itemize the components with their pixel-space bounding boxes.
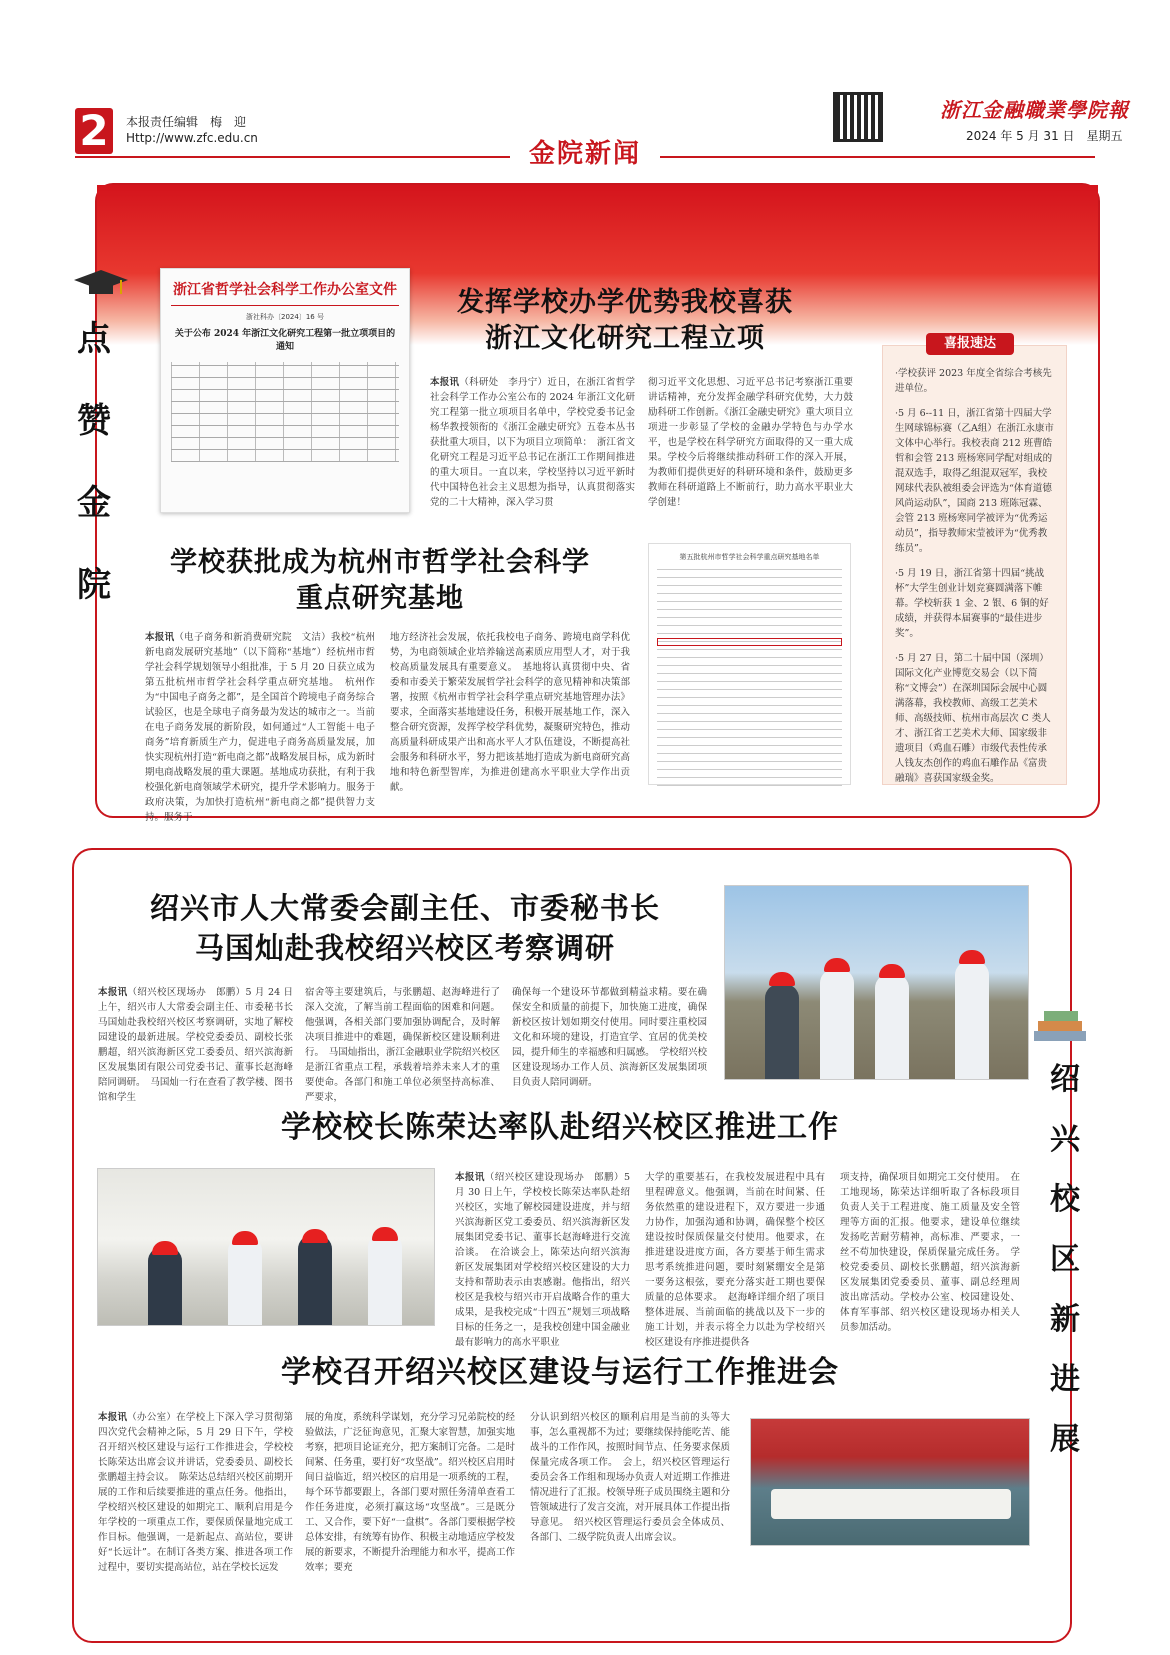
document-number: 浙社科办〔2024〕16 号: [246, 313, 324, 321]
article3-headline: [105, 888, 705, 968]
author: （办公室）: [127, 1412, 177, 1423]
person-figure: [765, 984, 799, 1079]
person-figure: [148, 1247, 182, 1325]
page-number: 2: [75, 108, 113, 154]
headline-line: 学校获批成为杭州市哲学社会科学: [170, 547, 590, 578]
helmet-icon: [232, 1231, 258, 1245]
site-visit-photo: [724, 885, 1029, 1080]
vertical-char: 点: [77, 319, 111, 359]
document-title: 关于公布 2024 年浙江文化研究工程第一批立项项目的通知: [174, 329, 396, 352]
list-table: [657, 568, 842, 786]
headline-line: 学校召开绍兴校区建设与运行工作推进会: [281, 1355, 839, 1390]
meeting-photo: [750, 1418, 1030, 1546]
qr-code-icon: [833, 92, 883, 142]
editor-credit: 本报责任编辑 梅 迎: [126, 115, 247, 129]
helmet-icon: [372, 1227, 398, 1241]
article4-col2: 大学的重要基石，在我校发展进程中具有里程碑意义。他强调，当前在时间紧、任务依然重的建设进程下，双方要进一步通力协作，加强沟通和协调，确保整个校区建设按时保质保量交付使用。他要求，在推进建设进度方面，各方要基于师生需求思考系统推进问题，要时刻紧绷安全是第一要务这根弦，要充分落实赶工期也要保质量的总体要求。 赵海峰详细介绍了项目整体进展、当前面临的挑战以及下一步的施工计划，并表示将全力以赴为学校绍兴校区建设有序推进提供各: [645, 1172, 825, 1348]
graduation-cap-icon: [74, 270, 128, 300]
headline-line: 马国灿赴我校绍兴校区考察调研: [194, 931, 615, 965]
headline-line: 重点研究基地: [296, 583, 464, 614]
headline-line: 发挥学校办学优势我校喜获: [457, 287, 793, 318]
news-box: [882, 345, 1067, 785]
paper-name-logo: 浙江金融職業學院報: [940, 98, 1129, 122]
article1-col2: 彻习近平文化思想、习近平总书记考察浙江重要讲话精神，充分发挥金融学科研究优势，大力鼓励科研工作创新。《浙江金融史研究》重大项目立项进一步彰显了学校的金融办学特色与办学水平，也是学校在科学研究方面取得的又一重大成果。学校今后将继续推动科研工作的深入开展，为教师们提供更好的科研环境和条件，鼓励更多教师在科研道路上不断前行，助力高水平职业大学创建！: [648, 377, 853, 508]
article1-headline: [430, 285, 820, 357]
article3-col3: 确保每一个建设环节都做到精益求精。要在确保安全和质量的前提下，加快施工进度，确保新校区按计划如期交付使用。同时要注重校园文化和环境的建设，打造宜学、宜居的优美校园，提升师生的幸福感和归属感。 学校绍兴校区建设现场办工作人员、滨海新区发展集团项目负责人陪同调研。: [512, 987, 707, 1088]
helmet-icon: [152, 1241, 178, 1255]
article5-col2: 展的角度，系统科学谋划，充分学习兄弟院校的经验做法，广泛征询意见，汇聚大家智慧，加强实地考察，把项目论证充分，把方案制订完备。二是时间紧、任务重，要打好“攻坚战”。绍兴校区启用时间日益临近，绍兴校区的启用是一项系统的工程，每个环节都要跟上，各部门要对照任务清单查看工作任务进度，必须打赢这场“攻坚战”。三是既分工、又合作，要下好“一盘棋”。各部门要根据学校总体安排，有统筹有协作、积极主动地适应学校发展的新要求，不断提升治理能力和水平，提高工作效率；要充: [305, 1412, 515, 1573]
author: （科研处 李丹宁）: [459, 377, 548, 388]
article-text: 5 月 24 日上午，绍兴市人大常委会副主任、市委秘书长马国灿赴我校绍兴校区考察调研，实地了解校园建设的最新进展。学校党委委员、副校长张鹏超，绍兴滨海新区党工委委员、绍兴滨海新区发展集团有限公司党委书记、董事长赵海峰陪同调研。 马国灿一行在查看了教学楼、图书馆和学生: [98, 987, 293, 1103]
list-title: 第五批杭州市哲学社会科学重点研究基地名单: [679, 553, 820, 561]
construction-photo: [97, 1168, 435, 1326]
article4-col3: 项支持，确保项目如期完工交付使用。 在工地现场，陈荣达详细听取了各标段项目负责人关于工程进度、施工质量及安全管理等方面的汇报。他要求，建设单位继续发扬吃苦耐劳精神，高标准、严要求，一丝不苟加快建设，保质保量完成任务。 学校党委委员、副校长张鹏超，绍兴滨海新区发展集团党委委员、董事、副总经理周波出席活动。学校办公室、校园建设处、体育军事部、绍兴校区建设现场办相关人员参加活动。: [840, 1172, 1020, 1333]
person-figure: [875, 974, 909, 1079]
helmet-icon: [769, 972, 795, 986]
section-title: 金院新闻: [510, 136, 660, 172]
byline: 本报讯: [98, 1412, 128, 1423]
helmet-icon: [879, 964, 905, 978]
vertical-title-praise: [72, 298, 116, 626]
base-list-image: [648, 543, 851, 785]
helmet-icon: [302, 1229, 328, 1243]
news-tag: 喜报速达: [926, 333, 1014, 355]
person-figure: [820, 969, 854, 1079]
person-figure: [955, 961, 989, 1079]
article5-col1: [98, 1410, 293, 1620]
vertical-char: 金: [77, 483, 111, 523]
news-item: ·5 月 27 日，第二十届中国（深圳）国际文化产业博览交易会（以下简称“文博会”）在深圳国际会展中心圆满落幕，我校教师、高级工艺美术师、高级技师、杭州市高层次 C 类人才、浙江省工艺美术大师、国家级非遗项目（鸡血石雕）市级代表性传承人钱友杰创作的鸡血石雕作品《富贵融瑞》喜获国家级金奖。: [895, 653, 1051, 784]
article3-col1: [98, 985, 293, 1103]
document-header: 浙江省哲学社会科学工作办公室文件: [173, 282, 397, 298]
byline: 本报讯: [430, 377, 460, 388]
vertical-char: 新: [1050, 1302, 1080, 1337]
document-image: [160, 268, 410, 513]
helmet-icon: [959, 950, 985, 964]
author: （电子商务和新消费研究院 文洁）: [174, 632, 331, 643]
person-figure: [228, 1237, 262, 1325]
article3-col2: 宿舍等主要建筑后，与张鹏超、赵海峰进行了深入交流，了解当前工程面临的困难和问题。他强调，各相关部门要加强协调配合，及时解决项目推进中的难题，确保新校区建设顺利进行。 马国灿指出，浙江金融职业学院绍兴校区是浙江省重点工程，承载着培养未来人才的重要使命。各部门和施工单位必须坚持高标准、严要求，: [305, 987, 500, 1103]
vertical-char: 展: [1050, 1422, 1080, 1457]
article5-headline: [180, 1355, 940, 1391]
document-table: [171, 362, 399, 462]
vertical-char: 校: [1050, 1182, 1080, 1217]
article-text: 在学校上下深入学习贯彻第四次党代会精神之际，5 月 29 日下午，学校召开绍兴校区建设与运行工作推进会，学校校长陈荣达出席会议并讲话，党委委员、副校长张鹏超主持会议。 陈荣达总结绍兴校区前期开展的工作和后续要推进的重点任务。他指出，学校绍兴校区建设的如期完工、顺利启用是今年学校的一项重点工作，要保质保量地完成工作目标。他强调，一是新起点、高站位，要讲好“长远计”。在制订各类方案、推进各项工作过程中，要切实提高站位，站在学校长远发: [98, 1412, 293, 1573]
meeting-table: [771, 1489, 1011, 1519]
issue-date: 2024 年 5 月 31 日 星期五: [966, 129, 1123, 143]
vertical-char: 院: [77, 565, 111, 605]
article5-col3: 分认识到绍兴校区的顺利启用是当前的头等大事，怎么重视都不为过；要继续保持能吃苦、能战斗的工作作风，按照时间节点、任务要求保质保量完成各项工作。 会上，绍兴校区管理运行委员会各工作组和现场办负责人对近期工作推进情况进行了汇报。校领导班子成员围绕主题和分管领域进行了发言交流，对开展具体工作提出指导意见。 绍兴校区管理运行委员会全体成员、各部门、二级学院负责人出席会议。: [530, 1412, 730, 1543]
vertical-char: 赞: [77, 401, 111, 441]
headline-line: 浙江文化研究工程立项: [485, 323, 765, 354]
news-item: ·学校获评 2023 年度全省综合考核先进单位。: [895, 368, 1052, 394]
byline: 本报讯: [455, 1172, 485, 1183]
news-item: ·5 月 19 日，浙江省第十四届“挑战杯”大学生创业计划竞赛圆满落下帷幕。学校斩获 1 金、2 银、6 铜的好成绩，并获得本届赛事的“最佳进步奖”。: [895, 568, 1049, 639]
helmet-icon: [824, 958, 850, 972]
article2-col2: 地方经济社会发展，依托我校电子商务、跨境电商学科优势，为电商领域企业培养输送高素质应用型人才，对于我校高质量发展具有重要意义。 基地将认真贯彻中央、省委和市委关于繁荣发展哲学社会科学的意见精神和决策部署，按照《杭州市哲学社会科学重点研究基地管理办法》要求，全面落实基地建设任务，积极开展基地工作，深入整合研究资源，发挥学校学科优势，凝聚研究特色，推动高质量科研成果产出和高水平人才队伍建设，不断提高社会服务和科研水平，努力把该基地打造成为新电商研究高地和特色新型智库，为推进创建高水平职业大学作出贡献。: [390, 632, 630, 793]
highlight-row: [657, 638, 842, 646]
author: （绍兴校区现场办 郎鹏）: [127, 987, 246, 998]
person-figure: [368, 1233, 402, 1325]
byline: 本报讯: [145, 632, 175, 643]
article1-col1: [430, 375, 635, 508]
article4-headline: [180, 1110, 940, 1146]
article2-col1: [145, 630, 375, 823]
article2-headline: [150, 545, 610, 617]
author: （绍兴校区建设现场办 郎鹏）: [484, 1172, 624, 1183]
vertical-char: 区: [1050, 1242, 1080, 1277]
vertical-char: 进: [1050, 1362, 1080, 1397]
news-item: ·5 月 6--11 日，浙江省第十四届大学生网球锦标赛（乙A组）在浙江永康市文体中心举行。我校表商 212 班曹皓哲和会管 213 班杨寒同学配对组成的混双选手，取得乙组混双冠军，我校网球代表队被组委会评选为“体育道德风尚运动队”，国商 213 班陈冠霖、会管 213 班杨寒同学被评为“优秀运动员”，指导教师宋莹被评为“优秀教练员”。: [895, 408, 1054, 554]
article-text: 5 月 30 日上午，学校校长陈荣达率队赴绍兴校区，实地了解校园建设进度，并与绍兴滨海新区党工委委员、绍兴滨海新区发展集团党委书记、董事长赵海峰进行交流洽谈。 在洽谈会上，陈荣达向绍兴滨海新区发展集团对学校绍兴校区建设的大力支持和帮助表示由衷感谢。他指出，绍兴校区是我校与绍兴市开启战略合作的重大成果，是我校完成“十四五”规划三项战略目标的任务之一，是我校创建中国金融业最有影响力的高水平职业: [455, 1172, 630, 1348]
headline-line: 绍兴市人大常委会副主任、市委秘书长: [149, 891, 660, 925]
vertical-char: 兴: [1050, 1122, 1080, 1157]
divider: [171, 305, 399, 306]
vertical-char: 绍: [1050, 1062, 1080, 1097]
headline-line: 学校校长陈荣达率队赴绍兴校区推进工作: [281, 1110, 839, 1145]
books-icon: [1030, 1005, 1090, 1045]
vertical-title-shaoxing: [1043, 1050, 1087, 1470]
person-figure: [298, 1235, 332, 1325]
article-text: 我校“杭州新电商发展研究基地”（以下简称“基地”）经杭州市哲学社会科学规划领导小组批准，于 5 月 20 日获立成为第五批杭州市哲学社会科学重点研究基地。 杭州作为“中国电子商务之都”，是全国首个跨境电子商务综合试验区，也是全球电子商务最为发达的城市之一。当前在电子商务发展的新阶段，如何通过“人工智能＋电子商务”培育新质生产力，促进电子商务高质量发展，加快实现杭州打造“新电商之都”战略发展目标，成为新时期电商战略发展的重大课题。基地成功获批，有利于我校强化新电商领域学术研究，提升学术影响力。服务于政府决策，为加快打造杭州“新电商之都”提供智力支持。服务于: [145, 632, 375, 823]
article4-col1: [455, 1170, 630, 1348]
website-link[interactable]: Http://www.zfc.edu.cn: [126, 131, 258, 145]
byline: 本报讯: [98, 987, 128, 998]
article-text: 近日，在浙江省哲学社会科学工作办公室公布的 2024 年浙江文化研究工程第一批立项项目名单中，学校党委书记金杨华教授领衔的《浙江金融史研究》五卷本丛书获批重大项目，以下为项目立项简单： 浙江省文化研究工程是习近平总书记在浙江工作期间推进的重大项目。一直以来，学校坚持以习近平新时代中国特色社会主义思想为指导，认真贯彻落实党的二十大精神，深入学习贯: [430, 377, 635, 508]
